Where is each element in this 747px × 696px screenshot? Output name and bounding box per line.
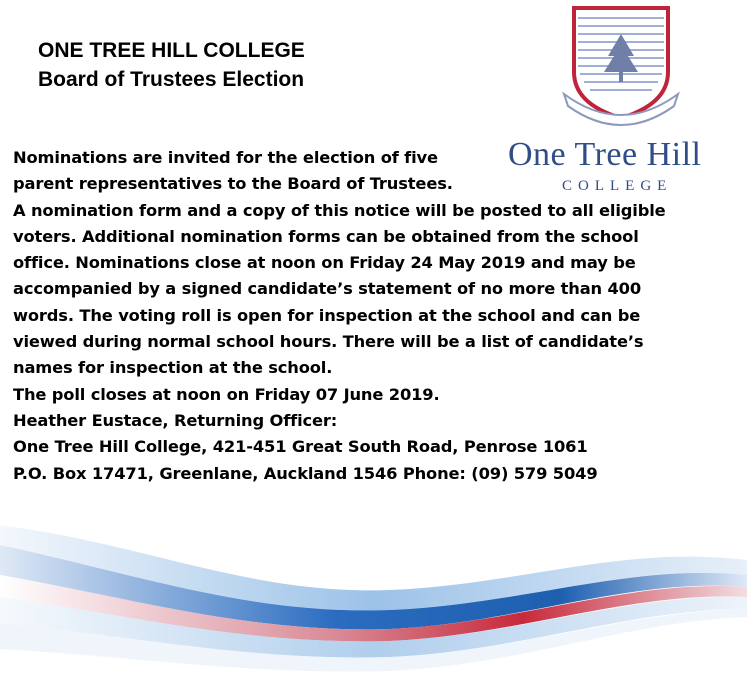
notice-line: The poll closes at noon on Friday 07 June 2019. (13, 384, 440, 404)
notice-line: words. The voting roll is open for inspection at the school and can be (13, 305, 641, 325)
decorative-swoosh (0, 505, 747, 696)
notice-line: names for inspection at the school. (13, 358, 333, 378)
election-title: Board of Trustees Election (38, 68, 305, 91)
logo-wordmark: One Tree Hill (508, 136, 702, 173)
college-crest-logo (558, 6, 684, 130)
notice-line: P.O. Box 17471, Greenlane, Auckland 1546 Phone: (09) 579 5049 (13, 463, 598, 483)
notice-line: accompanied by a signed candidate’s statement of no more than 400 (13, 279, 642, 299)
college-title: ONE TREE HILL COLLEGE (38, 39, 305, 62)
logo-subtitle: COLLEGE (562, 178, 673, 194)
notice-line: voters. Additional nomination forms can be obtained from the school (13, 226, 639, 246)
notice-line: office. Nominations close at noon on Friday 24 May 2019 and may be (13, 253, 636, 273)
notice-line: Nominations are invited for the election of five (13, 148, 438, 167)
notice-body (13, 145, 713, 487)
notice-line: parent representatives to the Board of Trustees. (13, 174, 453, 194)
notice-line: Heather Eustace, Returning Officer: (13, 410, 338, 430)
notice-line: One Tree Hill College, 421-451 Great South Road, Penrose 1061 (13, 437, 588, 457)
notice-line: viewed during normal school hours. There will be a list of candidate’s (13, 332, 644, 352)
notice-line: A nomination form and a copy of this notice will be posted to all eligible (13, 200, 666, 220)
notice-heading (38, 36, 305, 94)
